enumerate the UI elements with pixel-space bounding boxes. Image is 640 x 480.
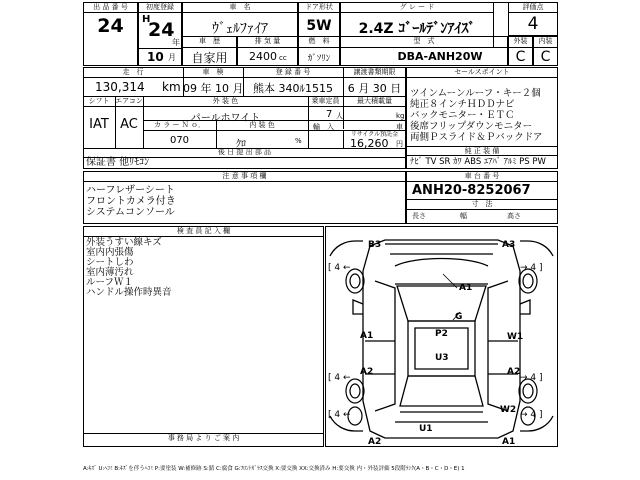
ext-label: 外装 xyxy=(513,37,528,45)
notes-title: 注 意 事 項 欄 xyxy=(222,172,267,180)
import-unit: 車 xyxy=(396,123,403,131)
transfer-label: 譲渡書類期限 xyxy=(353,68,396,76)
recycle-label: リサイクル預託金 xyxy=(350,131,399,138)
equip-title: 純 正 装 備 xyxy=(464,147,500,155)
body-label: ドア形状 xyxy=(305,3,333,11)
damage-mark: B3 xyxy=(368,240,382,250)
mileage: 130,314 xyxy=(95,80,145,94)
options-label: 後 日 提 出 部 品 xyxy=(217,148,272,156)
selling-point: バックモニター・ＥＴＣ xyxy=(410,110,515,121)
note-item: ハーフレザーシート xyxy=(86,185,175,196)
inspection-item: ルーフＷ１ xyxy=(86,277,134,288)
damage-mark: U3 xyxy=(435,353,449,363)
standard-equipment: ﾅﾋﾞ TV SR ｶﾜ ABS ｴｱﾊﾞ ｱﾙﾐ PS PW xyxy=(410,157,546,167)
inspection-item: 外装うすい線キズ xyxy=(86,237,162,248)
selling-point: ツインムーンルーフ・キー２個 xyxy=(410,88,541,99)
ac-label: エアコン xyxy=(115,97,143,105)
reg-month-unit: 月 xyxy=(168,53,176,62)
fuel: ｶﾞｿﾘﾝ xyxy=(307,54,331,64)
load-unit: kg xyxy=(396,112,405,120)
lot-label: 出 品 番 号 xyxy=(93,3,128,11)
chassis-number: ANH20-8252067 xyxy=(412,183,531,198)
seat-label: 乗車定員 xyxy=(311,97,340,105)
damage-mark: A1 xyxy=(459,283,473,293)
inspection-item: 室内内張傷 xyxy=(86,247,134,258)
size-length: 長さ xyxy=(412,212,426,220)
damage-mark: A1 xyxy=(502,437,516,447)
damage-mark: A2 xyxy=(360,367,374,377)
inspection-item: 室内薄汚れ xyxy=(86,267,134,278)
inspect-label: 車 検 xyxy=(202,68,224,76)
model-label: 型 式 xyxy=(413,37,435,45)
selling-title: セールスポイント xyxy=(454,68,510,76)
displacement: 2400 xyxy=(249,50,277,63)
reg-year-unit: 年 xyxy=(172,38,180,47)
usage: 自家用 xyxy=(191,51,228,65)
inspection-date: 09 年 10 月 xyxy=(183,82,244,95)
tire-depth-fr: → 4 ] xyxy=(520,263,543,273)
name-label: 車 名 xyxy=(229,3,251,11)
body-type: 5W xyxy=(306,18,332,34)
note-item: システムコンソール xyxy=(86,207,175,218)
damage-mark: U1 xyxy=(419,424,433,434)
selling-point: 両側Ｐスライド＆Ｐバックドア xyxy=(410,132,543,143)
tire-depth-sr: → 4 ] xyxy=(520,410,543,420)
lot-number: 24 xyxy=(97,15,124,37)
inspection-item: シートしわ xyxy=(86,257,134,268)
fuel-label: 燃 料 xyxy=(308,37,330,45)
interior-color: ｸﾛ xyxy=(236,139,246,150)
km-unit: km xyxy=(162,80,181,94)
selling-point: 後席フリップダウンモニター xyxy=(410,121,533,132)
load-label: 最大積載量 xyxy=(357,97,392,105)
colorno-label: カ ラ ー Ｎ ｏ． xyxy=(154,121,205,129)
recycle-unit: 円 xyxy=(396,140,403,148)
grade: 2.4Z ｺﾞｰﾙﾃﾞﾝｱｲｽﾞ xyxy=(358,21,476,37)
tire-depth-fl: [ 4 ← xyxy=(328,263,351,273)
seat-count: 7 xyxy=(326,109,333,120)
damage-mark: A2 xyxy=(507,367,521,377)
selling-points xyxy=(410,88,542,143)
seat-unit: 人 xyxy=(336,112,343,120)
tire-depth-rr: → 4 ] xyxy=(520,373,543,383)
import-label: 輸 入 xyxy=(313,123,334,131)
score: 4 xyxy=(527,14,539,34)
tire-depth-rl: [ 4 ← xyxy=(328,373,351,383)
km-label: 走 行 xyxy=(122,68,144,76)
grade-label: グ レ ー ド xyxy=(399,3,435,11)
color-number: 070 xyxy=(169,135,190,146)
plate-label: 登 録 番 号 xyxy=(275,68,311,76)
damage-mark: A2 xyxy=(368,437,382,447)
score-label: 評価点 xyxy=(522,3,544,11)
legend-footer: A:ｷｽﾞ U:ﾍｺﾐ B:ｷｽﾞを伴うﾍｺﾐ P:要塗装 W:補修跡 S:錆 C:腐食 G:ﾌﾛﾝﾄｶﾞﾗｽ交換 X:要交換 XX:交換済み H:要交換 内・外装評価 5段階ﾗﾝｸ(A・B・C・D・E) 1 xyxy=(83,466,465,472)
damage-mark: A1 xyxy=(360,331,374,341)
int-label: 内装 xyxy=(538,37,553,45)
reg-month: 10 xyxy=(147,50,164,64)
reg-era: H xyxy=(142,14,151,25)
damage-mark: A3 xyxy=(502,240,516,250)
reg-year: 24 xyxy=(148,19,175,41)
size-title: 寸 法 xyxy=(471,200,493,208)
percent-sign: % xyxy=(295,137,302,145)
cc-label: 排 気 量 xyxy=(254,37,281,45)
later-title: 事 務 局 よ り ご 案 内 xyxy=(167,434,240,442)
plate-number: 熊本 340ﾙ1515 xyxy=(253,82,333,95)
selling-point: 純正８インチＨＤＤナビ xyxy=(410,99,515,110)
color-label: 外 装 色 xyxy=(212,97,239,105)
damage-mark: W2 xyxy=(500,405,517,415)
inspection-item: ハンドル操作時異音 xyxy=(86,287,172,298)
notes-list xyxy=(86,185,176,218)
shift-type: IAT xyxy=(89,117,109,132)
damage-mark: W1 xyxy=(507,332,524,342)
shift-label: シフト xyxy=(88,97,110,105)
use-label: 車 歴 xyxy=(199,37,220,45)
cc-unit: cc xyxy=(279,54,287,62)
options-parts: 保証書 他ﾘﾓｺﾝ xyxy=(86,157,150,168)
inspection-title: 検 査 員 記 入 欄 xyxy=(176,227,231,235)
model-code: DBA-ANH20W xyxy=(397,50,483,63)
int-grade: C xyxy=(540,49,551,65)
inspection-list xyxy=(86,238,172,298)
damage-mark: G xyxy=(455,312,463,322)
chassis-title: 車 台 番 号 xyxy=(464,172,500,180)
size-width: 幅 xyxy=(460,212,467,220)
recycle-fee: 16,260 xyxy=(350,137,389,150)
ext-grade: C xyxy=(515,49,526,65)
note-item: フロントカメラ付き xyxy=(86,196,176,207)
intcolor-label: 内 装 色 xyxy=(249,121,275,129)
reg-label: 初度登録 xyxy=(146,3,174,11)
car-name: ｳﾞｪﾙﾌｧｲｱ xyxy=(212,21,268,37)
ac-type: AC xyxy=(120,117,138,132)
tire-depth-sl: [ 4 ← xyxy=(328,410,351,420)
damage-mark: P2 xyxy=(435,329,448,339)
exterior-color: パールホワイト xyxy=(190,113,261,124)
size-height: 高さ xyxy=(507,212,521,220)
transfer-date: 6 月 30 日 xyxy=(347,82,402,95)
